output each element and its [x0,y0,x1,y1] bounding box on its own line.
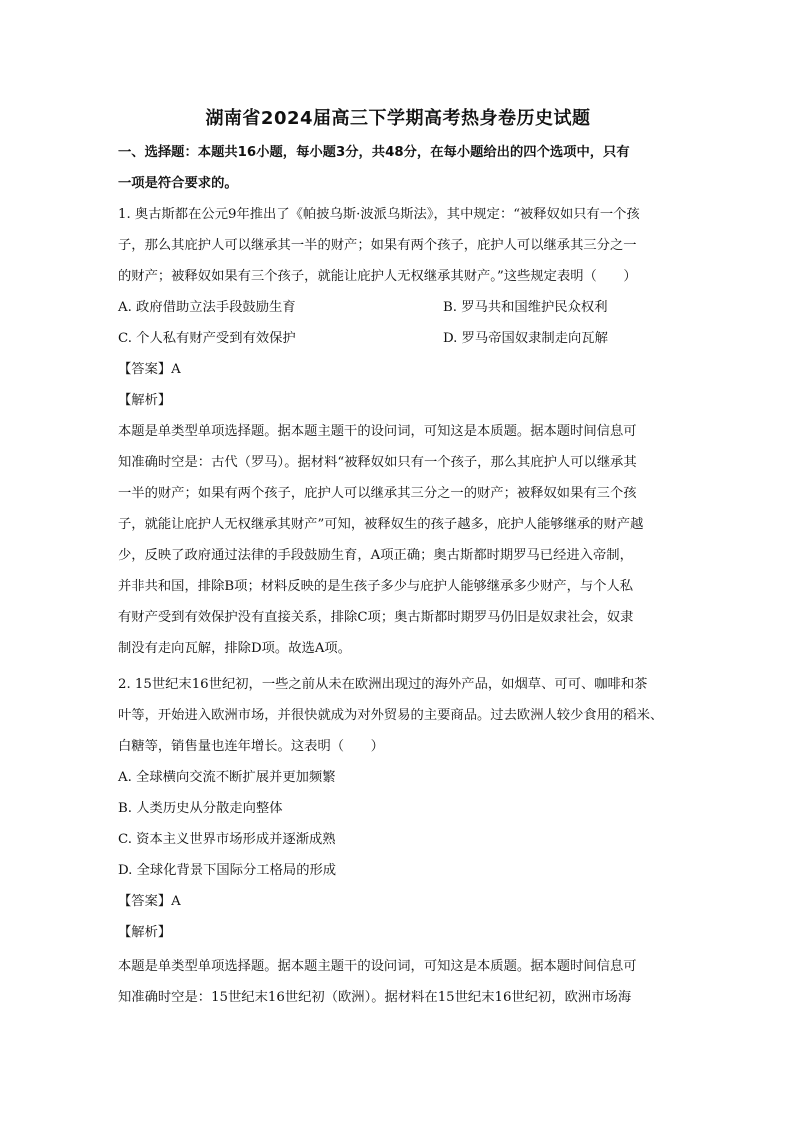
q2-option-c: C. 资本主义世界市场形成并逐渐成熟 [118,832,336,847]
q2-stem-line-1: 2. 15世纪末16世纪初，一些之前从未在欧洲出现过的海外产品，如烟草、可可、咖啡和茶 [118,677,648,692]
q1-option-a: A. 政府借助立法手段鼓励生育 [118,300,296,315]
q2-analysis-line-2: 知准确时空是：15世纪末16世纪初（欧洲）。据材料在15世纪末16世纪初，欧洲市场海 [118,990,632,1005]
q1-analysis-line-2: 知准确时空是：古代（罗马）。据材料“被释奴如只有一个孩子，那么其庇护人可以继承其 [118,455,637,470]
q1-analysis-label: 【解析】 [118,393,172,408]
q1-analysis-line-3: 一半的财产；如果有两个孩子，庇护人可以继承其三分之一的财产；被释奴如果有三个孩 [118,486,637,501]
q1-answer: 【答案】A [118,362,181,377]
q2-option-b: B. 人类历史从分散走向整体 [118,801,283,816]
q2-option-a: A. 全球横向交流不断扩展并更加频繁 [118,770,336,785]
q2-stem-line-2: 叶等，开始进入欧洲市场，并很快就成为对外贸易的主要商品。过去欧洲人较少食用的稻米、 [118,708,664,723]
q1-stem-line-1: 1. 奥古斯都在公元9年推出了《帕披乌斯·波派乌斯法》，其中规定：“被释奴如只有一个孩 [118,207,640,222]
section-heading-line-2: 一项是符合要求的。 [118,176,238,191]
page-title: 湖南省2024届高三下学期高考热身卷历史试题 [205,108,591,129]
q2-stem-line-3: 白糖等，销售量也连年增长。这表明（ ） [118,739,384,754]
q1-analysis-line-1: 本题是单类型单项选择题。据本题主题干的设问词，可知这是本质题。据本题时间信息可 [118,424,637,439]
q2-option-d: D. 全球化背景下国际分工格局的形成 [118,863,337,878]
section-heading-line-1: 一、选择题：本题共16小题，每小题3分，共48分，在每小题给出的四个选项中，只有 [118,145,630,160]
q2-answer: 【答案】A [118,894,181,909]
q2-analysis-label: 【解析】 [118,925,172,940]
q1-analysis-line-5: 少，反映了政府通过法律的手段鼓励生育，A项正确；奥古斯都时期罗马已经进入帝制， [118,548,633,563]
q1-analysis-line-8: 制没有走向瓦解，排除D项。故选A项。 [118,641,352,656]
q1-analysis-line-7: 有财产受到有效保护没有直接关系，排除C项；奥古斯都时期罗马仍旧是奴隶社会，奴隶 [118,610,634,625]
q1-option-d: D. 罗马帝国奴隶制走向瓦解 [443,331,608,346]
q1-analysis-line-6: 并非共和国，排除B项；材料反映的是生孩子多少与庇护人能够继承多少财产，与个人私 [118,579,634,594]
q2-analysis-line-1: 本题是单类型单项选择题。据本题主题干的设问词，可知这是本质题。据本题时间信息可 [118,959,637,974]
q1-option-c: C. 个人私有财产受到有效保护 [118,331,296,346]
q1-stem-line-2: 子，那么其庇护人可以继承其一半的财产；如果有两个孩子，庇护人可以继承其三分之一 [118,238,637,253]
q1-stem-line-3: 的财产；被释奴如果有三个孩子，就能让庇护人无权继承其财产。”这些规定表明（ ） [118,269,637,284]
q1-option-b: B. 罗马共和国维护民众权利 [443,300,608,315]
q1-analysis-line-4: 子，就能让庇护人无权继承其财产”可知，被释奴生的孩子越多，庇护人能够继承的财产越 [118,517,644,532]
